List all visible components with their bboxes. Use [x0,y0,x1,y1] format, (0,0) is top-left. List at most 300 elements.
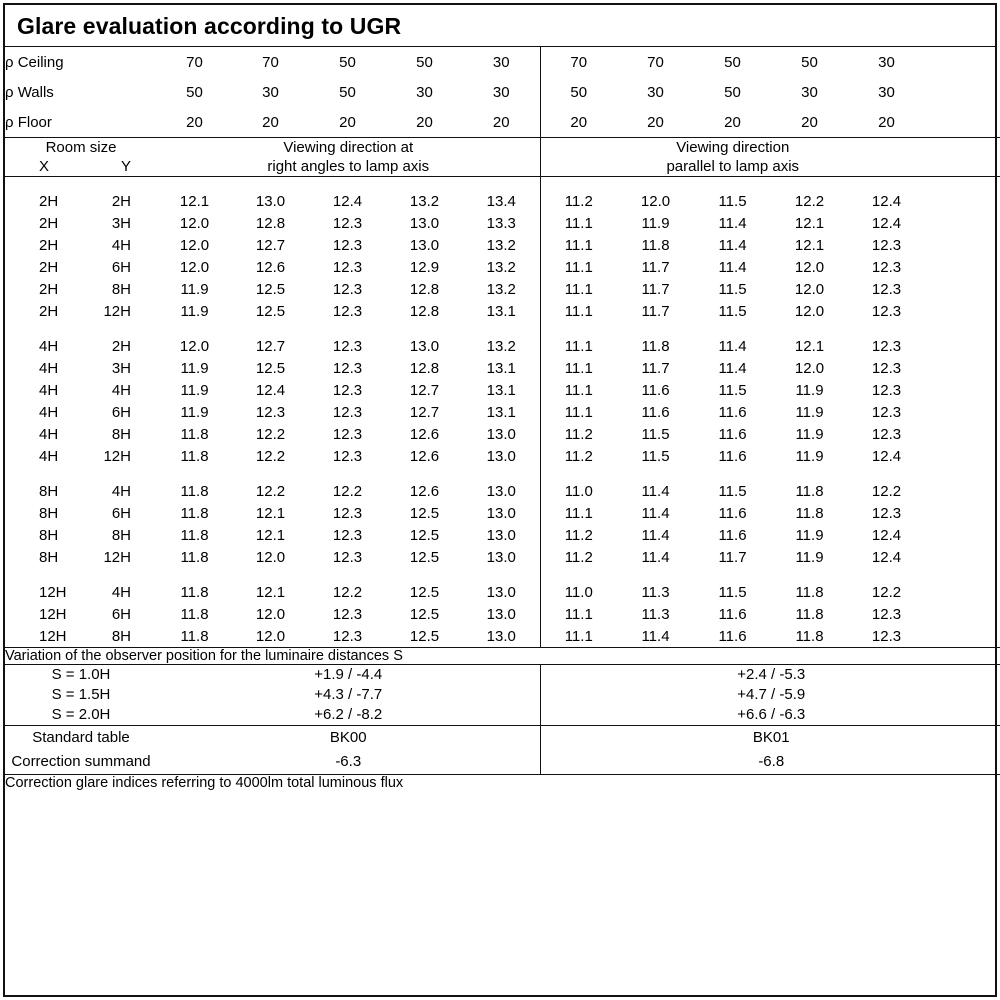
standard-right [540,726,1000,775]
spacer-cell [848,177,925,191]
ugr-value: 11.5 [718,381,747,399]
rho-walls-0: 50 [186,83,203,101]
ugr-value: 12.2 [332,583,363,601]
rho-walls-6: 30 [647,83,664,101]
spacer-cell [771,177,848,191]
ugr-value: 13.2 [486,337,516,355]
rho-walls-2: 50 [339,83,356,101]
table-row [5,234,1000,256]
ugr-value: 11.8 [795,605,824,623]
rho-ceiling-6: 70 [647,53,664,71]
ugr-value: 13.0 [486,605,516,623]
ugr-value: 13.1 [486,403,516,421]
ugr-value: 12.5 [409,583,440,601]
room-y: 2H [111,192,131,210]
ugr-value: 13.1 [486,381,516,399]
room-y: 2H [111,337,131,355]
ugr-value: 11.0 [540,581,617,603]
ugr-value: 11.6 [718,504,747,522]
spare-cell [925,107,1000,138]
ugr-value: 12.3 [332,548,363,566]
ugr-value: 12.3 [871,236,902,254]
spacer-row [5,467,1000,480]
spacer-cell [463,467,540,480]
ugr-value: 12.5 [409,605,440,623]
ugr-value: 12.4 [871,526,902,544]
ugr-value: 13.0 [409,214,440,232]
rho-floor-4: 20 [463,107,540,138]
rho-floor-9: 20 [848,107,925,138]
ugr-value: 13.1 [486,302,516,320]
ugr-value: 12.3 [871,403,902,421]
ugr-value: 12.3 [871,425,902,443]
ugr-value: 11.8 [641,236,670,254]
ugr-value: 12.0 [179,214,210,232]
footer-row [5,775,1000,792]
ugr-value: 11.2 [540,445,617,467]
table-row [5,300,1000,322]
ugr-value: 12.1 [179,192,210,210]
variation-right-1: +4.7 / -5.9 [737,686,806,703]
ugr-value: 12.3 [332,447,363,465]
rho-ceiling-7: 50 [724,53,741,71]
ugr-value: 12.3 [332,425,363,443]
ugr-value: 12.1 [794,337,825,355]
spacer-cell [5,177,157,191]
spacer-cell [925,568,1000,581]
room-x: 2H [39,214,59,232]
ugr-value: 12.2 [332,482,363,500]
ugr-value: 11.8 [180,583,209,601]
room-x: 8H [39,526,59,544]
spacer-cell [309,467,386,480]
spacer-cell [157,177,232,191]
ugr-value: 11.8 [795,504,824,522]
room-x: 12H [39,627,67,645]
rho-floor-0: 20 [157,107,232,138]
rho-walls-label: ρ Walls [5,83,54,101]
ugr-value: 12.0 [794,280,825,298]
ugr-value: 12.6 [255,258,286,276]
ugr-value: 12.3 [309,625,386,648]
ugr-value: 11.8 [180,605,209,623]
ugr-value: 13.0 [486,425,516,443]
ugr-value: 11.1 [540,234,617,256]
spare-cell [925,256,1000,278]
ugr-value: 12.1 [255,504,286,522]
ugr-value: 11.7 [641,258,670,276]
spacer-cell [232,322,309,335]
room-size-cell [5,603,157,625]
rho-floor-1: 20 [232,107,309,138]
room-x: 2H [39,192,59,210]
ugr-value: 11.3 [641,605,670,623]
ugr-value: 12.3 [871,337,902,355]
ugr-table-sheet [3,3,997,997]
room-size-cell [5,502,157,524]
ugr-value: 12.2 [255,482,286,500]
room-size-cell [5,212,157,234]
spare-cell [925,335,1000,357]
room-size-cell [5,357,157,379]
room-x: 2H [39,302,59,320]
ugr-value: 12.5 [255,302,286,320]
view-right-line2: parallel to lamp axis [666,158,800,175]
ugr-value: 11.5 [718,302,747,320]
ugr-main-table [5,47,1000,791]
ugr-value: 13.4 [486,192,516,210]
ugr-value: 12.3 [871,359,902,377]
ugr-value: 13.0 [486,526,516,544]
ugr-value: 11.4 [718,337,747,355]
ugr-value: 11.1 [540,379,617,401]
room-size-cell [5,278,157,300]
ugr-value: 11.5 [718,192,747,210]
standard-table-label: Standard table [32,729,130,746]
room-y: 4H [111,236,131,254]
ugr-value: 11.4 [641,482,670,500]
ugr-value: 12.1 [794,214,825,232]
ugr-value: 12.7 [409,403,440,421]
ugr-value: 12.3 [332,605,363,623]
room-x: 8H [39,482,59,500]
room-y: 4H [111,482,131,500]
spare-cell [925,234,1000,256]
ugr-value: 11.4 [641,548,670,566]
room-size-cell [5,445,157,467]
variation-left-2: +6.2 / -8.2 [314,706,383,723]
spacer-cell [386,568,463,581]
ugr-value: 11.6 [694,625,771,648]
ugr-value: 11.5 [641,425,670,443]
ugr-value: 11.9 [795,447,824,465]
spacer-cell [309,568,386,581]
ugr-value: 11.1 [540,256,617,278]
ugr-value: 12.0 [179,258,210,276]
ugr-value: 12.7 [255,337,286,355]
table-row [5,502,1000,524]
ugr-value: 11.2 [540,423,617,445]
rho-floor-6: 20 [617,107,694,138]
spare-cell [925,379,1000,401]
spacer-cell [694,322,771,335]
room-x: 12H [39,583,67,601]
room-size-cell [5,581,157,603]
variation-left-0: +1.9 / -4.4 [314,666,383,683]
table-row [5,77,1000,107]
ugr-value: 13.2 [486,236,516,254]
ugr-value: 12.5 [255,359,286,377]
variation-right-values [540,665,1000,726]
rho-ceiling-8: 50 [801,53,818,71]
ugr-value: 11.8 [641,337,670,355]
spare-cell [925,77,1000,107]
standard-left-table: BK00 [329,729,367,746]
ugr-value: 11.1 [540,300,617,322]
room-size-cell [5,379,157,401]
ugr-value: 11.4 [718,236,747,254]
room-size-cell [5,256,157,278]
room-x: 4H [39,447,59,465]
rho-ceiling-4: 30 [492,53,510,71]
ugr-value: 11.2 [540,524,617,546]
spacer-cell [540,177,617,191]
ugr-value: 12.3 [332,359,363,377]
ugr-value: 12.4 [871,192,902,210]
ugr-value: 12.0 [179,236,210,254]
ugr-value: 11.5 [718,280,747,298]
standard-left-value: -6.3 [335,753,362,770]
room-size-cell [5,335,157,357]
ugr-value: 11.4 [617,625,694,648]
ugr-value: 11.9 [641,214,670,232]
spacer-cell [848,322,925,335]
ugr-value: 11.4 [718,359,747,377]
table-row [5,47,1000,77]
ugr-value: 11.1 [540,603,617,625]
ugr-value: 12.5 [409,548,440,566]
table-row [5,107,1000,138]
spacer-cell [771,568,848,581]
ugr-value: 12.0 [255,605,286,623]
table-row [5,335,1000,357]
table-row [5,603,1000,625]
rho-walls-8: 30 [801,83,818,101]
ugr-value: 12.5 [409,526,440,544]
ugr-value: 11.6 [641,381,670,399]
spare-cell [925,138,1000,177]
ugr-value: 11.9 [795,403,824,421]
ugr-value: 11.8 [795,482,824,500]
standard-right-table: BK01 [752,729,790,746]
ugr-value: 12.3 [332,526,363,544]
spacer-cell [232,568,309,581]
ugr-value: 12.3 [871,302,902,320]
spacer-cell [463,322,540,335]
room-size-cell [5,234,157,256]
spacer-cell [463,177,540,191]
spare-cell [925,581,1000,603]
ugr-value: 12.0 [255,548,286,566]
ugr-value: 12.3 [871,381,902,399]
room-x: 8H [39,504,59,522]
ugr-value: 11.8 [180,526,209,544]
ugr-value: 12.9 [409,258,440,276]
variation-values-row [5,665,1000,726]
ugr-value: 12.7 [255,236,286,254]
ugr-value: 11.5 [641,447,670,465]
room-size-x-label: X [39,158,50,175]
ugr-value: 11.1 [540,357,617,379]
ugr-value: 11.2 [540,546,617,568]
ugr-value: 12.1 [255,583,286,601]
ugr-value: 11.7 [718,548,747,566]
ugr-value: 11.1 [540,401,617,423]
table-row [5,212,1000,234]
ugr-value: 11.8 [180,504,209,522]
ugr-value: 11.8 [180,482,209,500]
room-size-cell [5,524,157,546]
ugr-value: 11.4 [718,214,747,232]
ugr-value: 12.5 [386,625,463,648]
ugr-value: 11.6 [718,403,747,421]
ugr-value: 11.9 [180,302,209,320]
spare-cell [925,445,1000,467]
ugr-value: 12.6 [409,425,440,443]
spacer-cell [694,177,771,191]
spare-cell [925,357,1000,379]
ugr-value: 12.4 [332,192,363,210]
ugr-value: 11.6 [718,605,747,623]
ugr-value: 11.3 [641,583,670,601]
ugr-value: 12.3 [332,280,363,298]
ugr-value: 12.5 [255,280,286,298]
ugr-value: 11.8 [180,548,209,566]
spacer-cell [540,568,617,581]
spacer-cell [771,467,848,480]
ugr-value: 12.3 [848,625,925,648]
view-right-line1: Viewing direction [676,139,790,156]
room-y: 8H [111,425,131,443]
room-size-cell [5,401,157,423]
ugr-value: 12.3 [871,280,902,298]
ugr-value: 11.8 [180,425,209,443]
room-y: 6H [111,605,131,623]
rho-ceiling-0: 70 [186,53,203,71]
ugr-value: 11.8 [795,583,824,601]
ugr-value: 12.3 [255,403,286,421]
spacer-cell [540,467,617,480]
rho-walls-3: 30 [416,83,433,101]
view-left-line2: right angles to lamp axis [267,158,430,175]
ugr-value: 12.3 [871,258,902,276]
table-row [5,278,1000,300]
table-row [5,190,1000,212]
table-row [5,423,1000,445]
spare-cell [925,546,1000,568]
spare-cell [925,278,1000,300]
ugr-value: 12.7 [409,381,440,399]
room-size-cell [5,625,157,648]
ugr-value: 12.3 [332,403,363,421]
rho-ceiling-5: 70 [540,47,617,77]
room-x: 4H [39,337,59,355]
ugr-value: 13.0 [486,548,516,566]
ugr-value: 11.6 [718,447,747,465]
variation-note-row [5,648,1000,665]
spacer-cell [232,467,309,480]
ugr-value: 13.2 [409,192,440,210]
ugr-value: 11.9 [795,381,824,399]
ugr-value: 11.1 [540,335,617,357]
spacer-cell [540,322,617,335]
rho-ceiling-9: 30 [878,53,895,71]
spacer-cell [848,467,925,480]
ugr-value: 12.1 [255,526,286,544]
spacer-cell [617,322,694,335]
room-x: 2H [39,236,59,254]
table-row [5,546,1000,568]
spare-cell [925,212,1000,234]
rho-floor-7: 20 [694,107,771,138]
ugr-value: 12.3 [332,337,363,355]
spacer-cell [617,467,694,480]
spacer-cell [5,467,157,480]
ugr-value: 11.9 [180,359,209,377]
footer-note: Correction glare indices referring to 4000lm total luminous flux [5,775,404,791]
ugr-value: 12.1 [794,236,825,254]
spacer-cell [694,467,771,480]
ugr-value: 11.9 [795,526,824,544]
room-x: 4H [39,381,59,399]
ugr-value: 11.2 [540,190,617,212]
ugr-value: 11.7 [641,302,670,320]
s-label-1: S = 1.5H [51,686,111,703]
standard-table-labels [5,726,157,775]
table-row [5,625,1000,648]
room-x: 4H [39,425,59,443]
ugr-value: 12.0 [640,192,671,210]
spare-cell [925,47,1000,77]
spacer-cell [386,322,463,335]
variation-left-values [157,665,540,726]
spacer-row [5,177,1000,191]
room-size-cell [5,480,157,502]
room-y: 8H [111,627,131,645]
rho-ceiling-1: 70 [262,53,279,71]
room-y: 6H [111,258,131,276]
s-label-2: S = 2.0H [51,706,111,723]
ugr-value: 12.5 [409,504,440,522]
table-header-row [5,138,1000,177]
rho-ceiling-label: ρ Ceiling [5,53,64,71]
table-row [5,379,1000,401]
spacer-row [5,568,1000,581]
room-x: 12H [39,605,67,623]
table-row [5,401,1000,423]
room-y: 6H [111,403,131,421]
spacer-cell [694,568,771,581]
spare-cell [925,300,1000,322]
ugr-value: 13.2 [486,258,516,276]
rho-floor-8: 20 [771,107,848,138]
ugr-value: 12.3 [332,214,363,232]
standard-table-row [5,726,1000,775]
room-size-cell [5,423,157,445]
room-y: 4H [111,381,131,399]
ugr-value: 12.8 [255,214,286,232]
ugr-value: 13.0 [409,337,440,355]
spare-cell [925,502,1000,524]
table-row [5,445,1000,467]
ugr-value: 12.6 [409,447,440,465]
ugr-value: 12.4 [871,214,902,232]
variation-left-1: +4.3 / -7.7 [314,686,383,703]
room-y: 4H [111,583,131,601]
spacer-cell [848,568,925,581]
ugr-value: 13.0 [486,583,516,601]
room-size-cell [5,546,157,568]
variation-note: Variation of the observer position for the luminaire distances S [5,648,1000,665]
viewing-direction-right-angles-header [157,138,540,177]
ugr-value: 12.6 [409,482,440,500]
spare-cell [925,603,1000,625]
ugr-value: 11.1 [540,278,617,300]
ugr-value: 11.9 [795,548,824,566]
ugr-value: 11.4 [641,526,670,544]
ugr-value: 11.7 [641,359,670,377]
ugr-value: 11.9 [795,425,824,443]
